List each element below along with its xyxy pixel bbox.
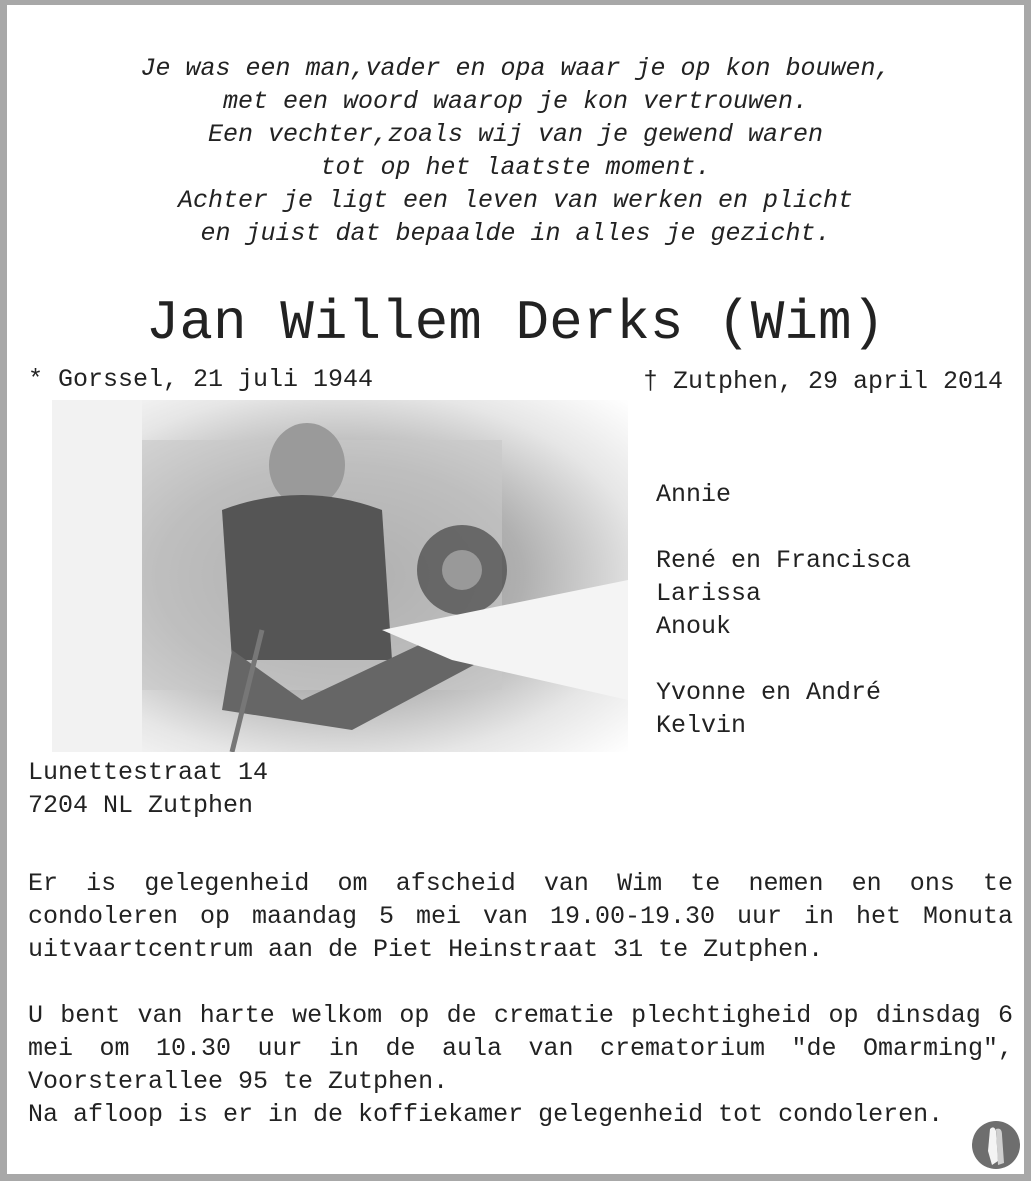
family-member: Annie bbox=[656, 480, 732, 509]
family-member: Kelvin bbox=[656, 711, 747, 740]
poem-line: met een woord waarop je kon vertrouwen. bbox=[222, 87, 809, 116]
address-city: 7204 NL Zutphen bbox=[28, 791, 254, 820]
family-list bbox=[656, 478, 911, 742]
embrace-logo-icon bbox=[972, 1121, 1020, 1169]
address bbox=[28, 756, 268, 822]
family-member: Yvonne en André bbox=[656, 678, 882, 707]
family-spacer bbox=[656, 511, 911, 544]
poem-line: tot op het laatste moment. bbox=[320, 153, 711, 182]
family-spacer bbox=[656, 643, 911, 676]
paragraph-text: Na afloop is er in de koffiekamer gelegenheid tot condoleren. bbox=[28, 1100, 944, 1129]
portrait-photo bbox=[52, 400, 628, 752]
family-member: Anouk bbox=[656, 612, 732, 641]
death-info: † Zutphen, 29 april 2014 bbox=[642, 367, 1003, 396]
birth-info: * Gorssel, 21 juli 1944 bbox=[28, 365, 374, 394]
farewell-paragraph bbox=[28, 867, 1013, 966]
family-member: Larissa bbox=[656, 579, 762, 608]
poem-line: Achter je ligt een leven van werken en plicht bbox=[177, 186, 854, 215]
address-street: Lunettestraat 14 bbox=[28, 758, 269, 787]
poem-line: Je was een man,vader en opa waar je op kon bouwen, bbox=[140, 54, 891, 83]
poem-line: Een vechter,zoals wij van je gewend waren bbox=[207, 120, 824, 149]
family-member: René en Francisca bbox=[656, 546, 912, 575]
poem bbox=[0, 52, 1031, 250]
paragraph-text: Er is gelegenheid om afscheid van Wim te nemen en ons te condoleren op maandag 5 mei van 19.00-19.30 uur in het Monuta uitvaartcentrum aan de Piet Heinstraat 31 te Zutphen. bbox=[28, 869, 1013, 964]
deceased-name: Jan Willem Derks (Wim) bbox=[145, 291, 886, 355]
cremation-paragraph bbox=[28, 999, 1013, 1131]
poem-line: en juist dat bepaalde in alles je gezicht. bbox=[200, 219, 831, 248]
paragraph-text: U bent van harte welkom op de crematie plechtigheid op dinsdag 6 mei om 10.30 uur in de aula van crematorium "de Omarming", Voorsterallee 95 te Zutphen. bbox=[28, 1001, 1013, 1096]
